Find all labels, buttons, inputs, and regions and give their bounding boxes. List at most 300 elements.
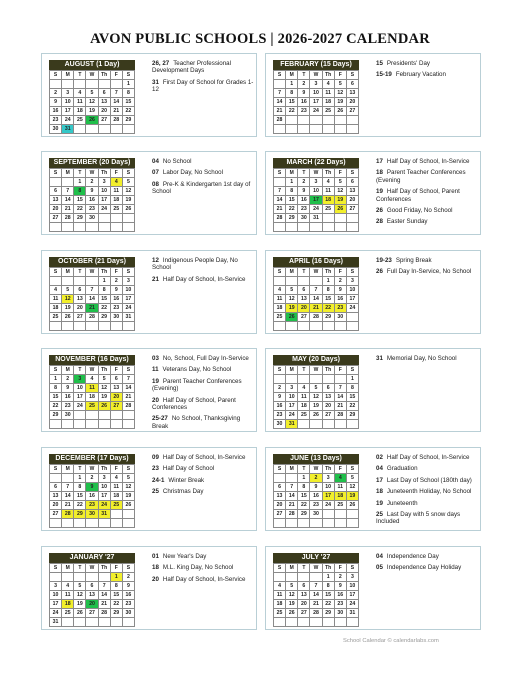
- empty-day-cell: [286, 519, 298, 528]
- empty-day-cell: [62, 618, 74, 627]
- day-cell: 22: [74, 205, 86, 214]
- day-cell: 3: [62, 89, 74, 98]
- day-cell: 7: [122, 375, 134, 384]
- empty-day-cell: [50, 277, 62, 286]
- day-cell: 11: [110, 187, 122, 196]
- day-cell: 5: [346, 474, 358, 483]
- event-item: [376, 355, 480, 362]
- event-text: Half Day of School: [162, 465, 215, 473]
- weekday-label: S: [122, 169, 134, 178]
- day-cell: 24: [122, 304, 134, 313]
- empty-day-cell: [50, 178, 62, 187]
- day-cell: 12: [310, 393, 322, 402]
- empty-day-cell: [346, 125, 358, 134]
- day-cell: 13: [298, 295, 310, 304]
- day-cell: 15: [298, 492, 310, 501]
- empty-day-cell: [334, 116, 346, 125]
- day-cell: 1: [122, 80, 134, 89]
- day-cell: 10: [74, 384, 86, 393]
- day-cell: 12: [122, 187, 134, 196]
- events-list: [376, 158, 480, 230]
- weekday-label: T: [298, 268, 310, 277]
- day-cell: 28: [286, 510, 298, 519]
- empty-day-cell: [334, 618, 346, 627]
- empty-day-cell: [62, 277, 74, 286]
- event-text: Last Day with 5 snow days Included: [376, 511, 461, 526]
- weekday-label: M: [286, 268, 298, 277]
- day-cell: 8: [110, 582, 122, 591]
- empty-day-cell: [310, 375, 322, 384]
- month-cell: [265, 250, 481, 334]
- day-cell: 15: [50, 393, 62, 402]
- day-cell: 8: [74, 483, 86, 492]
- event-item: [152, 366, 256, 373]
- day-cell: 10: [50, 591, 62, 600]
- day-cell: 12: [62, 295, 74, 304]
- weekday-label: W: [310, 564, 322, 573]
- empty-day-cell: [322, 214, 334, 223]
- event-item: [376, 60, 480, 67]
- month-header: APRIL (16 Days): [273, 257, 359, 267]
- day-cell: 8: [74, 187, 86, 196]
- empty-day-cell: [74, 411, 86, 420]
- day-cell: 6: [346, 178, 358, 187]
- event-item: [152, 257, 256, 272]
- day-cell: 4: [274, 582, 286, 591]
- weekday-label: S: [346, 268, 358, 277]
- day-cell: 3: [74, 375, 86, 384]
- event-date: 03: [152, 355, 159, 362]
- day-cell: 24: [98, 501, 110, 510]
- event-item: [152, 454, 256, 461]
- event-text: Half Day of School, Parent Conferences: [152, 396, 236, 412]
- weekday-label: F: [334, 268, 346, 277]
- empty-day-cell: [74, 322, 86, 331]
- empty-day-cell: [334, 322, 346, 331]
- day-cell: 10: [98, 483, 110, 492]
- day-cell: 23: [298, 205, 310, 214]
- weekday-label: T: [74, 564, 86, 573]
- month-calendar: [49, 454, 135, 528]
- day-cell: 21: [286, 501, 298, 510]
- day-cell: 20: [98, 107, 110, 116]
- day-cell: 8: [286, 89, 298, 98]
- day-cell: 4: [334, 474, 346, 483]
- empty-day-cell: [274, 618, 286, 627]
- event-date: 26: [376, 268, 383, 276]
- empty-day-cell: [298, 519, 310, 528]
- empty-day-cell: [86, 420, 98, 429]
- day-cell: 15: [286, 196, 298, 205]
- day-cell: 17: [286, 402, 298, 411]
- day-cell: 28: [98, 609, 110, 618]
- event-item: [152, 564, 256, 571]
- day-cell: 16: [86, 196, 98, 205]
- empty-day-cell: [286, 277, 298, 286]
- day-cell: 6: [98, 89, 110, 98]
- event-item: [152, 169, 256, 176]
- weekday-label: S: [122, 71, 134, 80]
- weekday-label: Th: [322, 366, 334, 375]
- event-text: Labor Day, No School: [162, 169, 223, 177]
- day-cell: 22: [50, 402, 62, 411]
- day-cell: 26: [334, 205, 346, 214]
- day-cell: 17: [62, 107, 74, 116]
- empty-day-cell: [346, 223, 358, 232]
- day-cell: 2: [50, 89, 62, 98]
- day-cell: 11: [322, 89, 334, 98]
- day-cell: 1: [50, 375, 62, 384]
- empty-day-cell: [310, 116, 322, 125]
- day-cell: 16: [110, 295, 122, 304]
- weekday-label: W: [310, 268, 322, 277]
- day-cell: 4: [74, 89, 86, 98]
- empty-day-cell: [98, 573, 110, 582]
- empty-day-cell: [122, 125, 134, 134]
- empty-day-cell: [62, 573, 74, 582]
- event-item: [376, 564, 480, 571]
- event-text: No School, Thanksgiving Break: [152, 415, 241, 430]
- day-cell: 9: [334, 286, 346, 295]
- day-cell: 23: [122, 600, 134, 609]
- event-date: 12: [152, 257, 159, 264]
- day-cell: 1: [298, 474, 310, 483]
- empty-day-cell: [322, 375, 334, 384]
- weekday-label: S: [346, 366, 358, 375]
- empty-day-cell: [322, 125, 334, 134]
- day-cell: 30: [122, 609, 134, 618]
- day-cell: 25: [86, 402, 98, 411]
- day-cell: 28: [310, 313, 322, 322]
- empty-day-cell: [274, 573, 286, 582]
- day-cell: 10: [310, 187, 322, 196]
- day-cell: 7: [86, 286, 98, 295]
- day-cell: 19: [74, 600, 86, 609]
- month-header: NOVEMBER (16 Days): [49, 355, 135, 365]
- event-item: [376, 158, 480, 165]
- day-cell: 10: [286, 393, 298, 402]
- events-list: [152, 355, 256, 434]
- day-cell: 8: [122, 89, 134, 98]
- weekday-label: S: [50, 169, 62, 178]
- day-cell: 24: [310, 107, 322, 116]
- day-cell: 5: [310, 384, 322, 393]
- month-header: MAY (20 Days): [273, 355, 359, 365]
- day-cell: 8: [50, 384, 62, 393]
- day-cell: 21: [62, 205, 74, 214]
- day-cell: 22: [286, 205, 298, 214]
- day-cell: 29: [74, 510, 86, 519]
- day-cell: 14: [310, 295, 322, 304]
- day-cell: 19: [98, 393, 110, 402]
- day-cell: 22: [298, 501, 310, 510]
- day-cell: 30: [274, 420, 286, 429]
- event-text: No, School, Full Day In-Service: [162, 355, 249, 362]
- empty-day-cell: [310, 322, 322, 331]
- day-cell: 24: [286, 411, 298, 420]
- day-cell: 11: [86, 384, 98, 393]
- month-cell: [265, 348, 481, 432]
- day-cell: 23: [50, 116, 62, 125]
- events-list: [152, 454, 256, 500]
- empty-day-cell: [310, 420, 322, 429]
- day-cell: 1: [322, 573, 334, 582]
- day-cell: 6: [50, 483, 62, 492]
- day-cell: 6: [274, 483, 286, 492]
- empty-day-cell: [98, 519, 110, 528]
- event-item: [152, 60, 256, 75]
- event-text: February Vacation: [395, 71, 446, 79]
- day-cell: 6: [110, 375, 122, 384]
- day-cell: 11: [322, 187, 334, 196]
- event-text: M.L. King Day, No School: [162, 564, 234, 572]
- day-cell: 26: [86, 116, 98, 125]
- day-cell: 30: [86, 214, 98, 223]
- day-cell: 14: [122, 384, 134, 393]
- empty-day-cell: [74, 277, 86, 286]
- day-cell: 26: [286, 313, 298, 322]
- empty-day-cell: [86, 519, 98, 528]
- day-cell: 16: [122, 591, 134, 600]
- event-text: New Year's Day: [162, 553, 207, 560]
- event-date: 19: [376, 499, 383, 507]
- day-cell: 22: [122, 107, 134, 116]
- day-cell: 5: [86, 89, 98, 98]
- empty-day-cell: [334, 125, 346, 134]
- day-cell: 7: [98, 582, 110, 591]
- empty-day-cell: [74, 420, 86, 429]
- event-text: First Day of School for Grades 1-12: [152, 78, 254, 94]
- empty-day-cell: [74, 618, 86, 627]
- empty-day-cell: [322, 322, 334, 331]
- empty-day-cell: [334, 223, 346, 232]
- day-cell: 1: [98, 277, 110, 286]
- weekday-label: W: [310, 366, 322, 375]
- day-cell: 5: [122, 474, 134, 483]
- day-cell: 18: [110, 492, 122, 501]
- day-cell: 19: [310, 402, 322, 411]
- day-cell: 24: [98, 205, 110, 214]
- day-cell: 3: [50, 582, 62, 591]
- month-calendar: [49, 257, 135, 331]
- month-cell: [265, 151, 481, 235]
- empty-day-cell: [286, 322, 298, 331]
- empty-day-cell: [62, 80, 74, 89]
- day-cell: 30: [334, 609, 346, 618]
- event-date: 26: [376, 207, 383, 215]
- day-cell: 18: [62, 600, 74, 609]
- day-cell: 2: [334, 277, 346, 286]
- day-cell: 8: [98, 286, 110, 295]
- weekday-label: M: [286, 564, 298, 573]
- empty-day-cell: [286, 375, 298, 384]
- empty-day-cell: [98, 420, 110, 429]
- day-cell: 28: [62, 510, 74, 519]
- event-text: Pre-K & Kindergarten 1st day of School: [152, 180, 251, 196]
- weekday-label: F: [110, 465, 122, 474]
- day-cell: 23: [334, 600, 346, 609]
- empty-day-cell: [110, 223, 122, 232]
- day-cell: 4: [322, 80, 334, 89]
- day-cell: 1: [286, 178, 298, 187]
- day-cell: 27: [274, 510, 286, 519]
- event-text: Independence Day Holiday: [386, 564, 462, 572]
- empty-day-cell: [298, 277, 310, 286]
- weekday-label: T: [74, 268, 86, 277]
- day-cell: 26: [334, 107, 346, 116]
- empty-day-cell: [74, 519, 86, 528]
- day-cell: 9: [274, 393, 286, 402]
- weekday-label: S: [50, 465, 62, 474]
- day-cell: 29: [286, 214, 298, 223]
- day-cell: 27: [298, 609, 310, 618]
- day-cell: 16: [274, 402, 286, 411]
- empty-day-cell: [286, 116, 298, 125]
- day-cell: 1: [110, 573, 122, 582]
- day-cell: 30: [334, 313, 346, 322]
- day-cell: 9: [122, 582, 134, 591]
- event-text: Juneteenth: [386, 499, 418, 507]
- weekday-label: M: [62, 268, 74, 277]
- day-cell: 27: [98, 116, 110, 125]
- event-text: Teacher Professional Development Days: [152, 60, 231, 75]
- month-header: JUNE (13 Days): [273, 454, 359, 464]
- day-cell: 23: [62, 402, 74, 411]
- empty-day-cell: [98, 214, 110, 223]
- weekday-label: Th: [322, 564, 334, 573]
- weekday-label: T: [298, 465, 310, 474]
- weekday-label: M: [286, 465, 298, 474]
- day-cell: 5: [286, 582, 298, 591]
- day-cell: 9: [334, 582, 346, 591]
- event-item: [376, 188, 480, 203]
- day-cell: 21: [274, 205, 286, 214]
- weekday-label: T: [298, 169, 310, 178]
- day-cell: 26: [98, 402, 110, 411]
- event-text: Full Day In-Service, No School: [386, 268, 472, 276]
- day-cell: 2: [274, 384, 286, 393]
- weekday-label: S: [274, 71, 286, 80]
- day-cell: 13: [74, 295, 86, 304]
- month-calendar: [273, 60, 359, 134]
- day-cell: 30: [110, 313, 122, 322]
- event-item: [376, 218, 480, 225]
- day-cell: 14: [274, 98, 286, 107]
- day-cell: 3: [310, 178, 322, 187]
- weekday-label: Th: [98, 71, 110, 80]
- day-cell: 5: [122, 178, 134, 187]
- weekday-label: W: [86, 564, 98, 573]
- day-cell: 15: [122, 98, 134, 107]
- day-cell: 14: [334, 393, 346, 402]
- event-text: Parent Teacher Conferences (Evening: [376, 169, 466, 184]
- empty-day-cell: [62, 420, 74, 429]
- day-cell: 9: [86, 187, 98, 196]
- weekday-label: T: [74, 169, 86, 178]
- event-date: 15-19: [376, 71, 392, 79]
- day-cell: 24: [74, 402, 86, 411]
- empty-day-cell: [110, 618, 122, 627]
- day-cell: 25: [298, 411, 310, 420]
- day-cell: 20: [322, 402, 334, 411]
- month-cell: [41, 53, 257, 137]
- empty-day-cell: [310, 618, 322, 627]
- empty-day-cell: [322, 223, 334, 232]
- weekday-label: Th: [98, 564, 110, 573]
- month-header: MARCH (22 Days): [273, 158, 359, 168]
- day-cell: 31: [122, 313, 134, 322]
- day-cell: 12: [334, 89, 346, 98]
- day-cell: 6: [50, 187, 62, 196]
- day-cell: 25: [322, 107, 334, 116]
- event-item: [152, 576, 256, 583]
- event-date: 09: [152, 454, 159, 461]
- day-cell: 17: [122, 295, 134, 304]
- empty-day-cell: [334, 420, 346, 429]
- event-text: Half Day of School, In-Service: [162, 575, 246, 583]
- month-cell: [265, 53, 481, 137]
- day-cell: 15: [346, 393, 358, 402]
- day-cell: 5: [98, 375, 110, 384]
- day-cell: 2: [122, 573, 134, 582]
- weekday-label: S: [50, 564, 62, 573]
- day-cell: 24: [310, 205, 322, 214]
- empty-day-cell: [62, 519, 74, 528]
- day-cell: 9: [298, 187, 310, 196]
- day-cell: 29: [74, 214, 86, 223]
- empty-day-cell: [74, 573, 86, 582]
- weekday-label: S: [274, 268, 286, 277]
- weekday-label: S: [122, 564, 134, 573]
- day-cell: 21: [122, 393, 134, 402]
- weekday-label: Th: [322, 169, 334, 178]
- empty-day-cell: [50, 80, 62, 89]
- weekday-label: M: [62, 564, 74, 573]
- day-cell: 8: [322, 286, 334, 295]
- day-cell: 28: [274, 116, 286, 125]
- weekday-label: Th: [322, 465, 334, 474]
- day-cell: 22: [110, 600, 122, 609]
- empty-day-cell: [310, 125, 322, 134]
- empty-day-cell: [62, 223, 74, 232]
- empty-day-cell: [346, 116, 358, 125]
- empty-day-cell: [50, 223, 62, 232]
- day-cell: 18: [298, 402, 310, 411]
- day-cell: 28: [62, 214, 74, 223]
- day-cell: 4: [110, 178, 122, 187]
- day-cell: 31: [98, 510, 110, 519]
- event-date: 18: [152, 564, 159, 572]
- month-calendar: [49, 158, 135, 232]
- empty-day-cell: [110, 214, 122, 223]
- day-cell: 18: [322, 196, 334, 205]
- empty-day-cell: [298, 375, 310, 384]
- day-cell: 13: [86, 591, 98, 600]
- empty-day-cell: [346, 618, 358, 627]
- day-cell: 20: [298, 600, 310, 609]
- month-header: SEPTEMBER (20 Days): [49, 158, 135, 168]
- month-calendar: [49, 60, 135, 134]
- empty-day-cell: [286, 618, 298, 627]
- day-cell: 6: [74, 286, 86, 295]
- day-cell: 23: [86, 205, 98, 214]
- event-date: 19: [376, 188, 383, 196]
- event-date: 23: [152, 465, 159, 473]
- day-cell: 5: [62, 286, 74, 295]
- day-cell: 25: [74, 116, 86, 125]
- event-text: Winter Break: [168, 476, 205, 484]
- weekday-label: Th: [98, 268, 110, 277]
